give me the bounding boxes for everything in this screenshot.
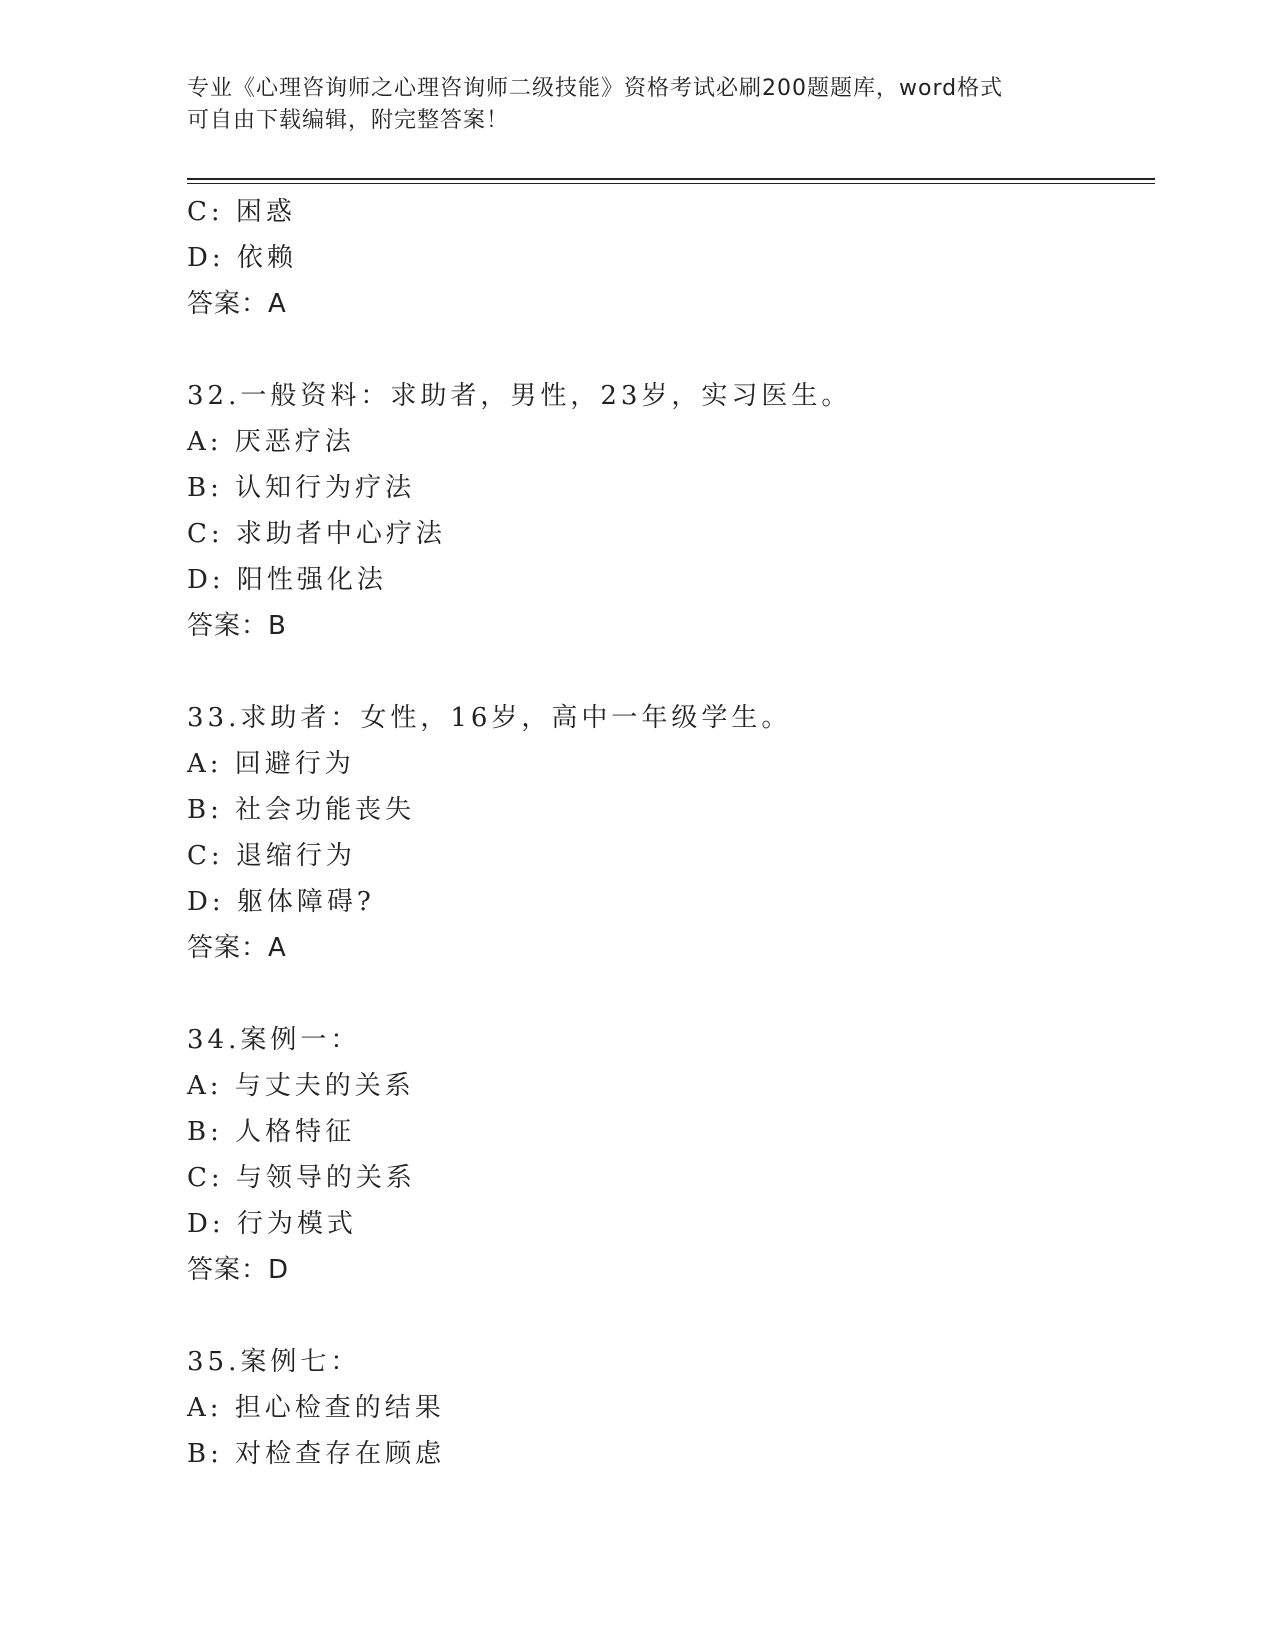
- question-stem: 34.案例一：: [187, 1025, 361, 1055]
- header-divider-thick: [187, 178, 1155, 180]
- answer-line: 答案：A: [187, 289, 287, 319]
- header-line-2: 可自由下载编辑，附完整答案！: [187, 108, 510, 133]
- question-list: [187, 189, 1155, 1477]
- document-header: [187, 73, 1077, 137]
- spacer: [187, 1293, 1155, 1339]
- spacer: [187, 971, 1155, 1017]
- header-divider-thin: [187, 183, 1155, 184]
- option-b: B: 人格特征: [187, 1117, 356, 1147]
- spacer: [187, 649, 1155, 695]
- answer-line: 答案：D: [187, 1255, 290, 1285]
- option-a: A: 回避行为: [187, 749, 355, 779]
- option-a: A: 担心检查的结果: [187, 1393, 445, 1423]
- question-stem: 32.一般资料：求助者，男性，23岁，实习医生。: [187, 381, 852, 411]
- header-line-1: 专业《心理咨询师之心理咨询师二级技能》资格考试必刷200题题库，word格式: [187, 76, 1004, 101]
- option-d: D: 躯体障碍?: [187, 887, 375, 917]
- option-c: C: 退缩行为: [187, 841, 356, 871]
- option-d: D: 依赖: [187, 243, 297, 273]
- option-b: B: 社会功能丧失: [187, 795, 416, 825]
- option-a: A: 与丈夫的关系: [187, 1071, 415, 1101]
- question-stem: 35.案例七：: [187, 1347, 361, 1377]
- option-c: C: 困惑: [187, 197, 296, 227]
- question-stem: 33.求助者：女性，16岁，高中一年级学生。: [187, 703, 792, 733]
- option-b: B: 认知行为疗法: [187, 473, 416, 503]
- answer-line: 答案：B: [187, 611, 287, 641]
- option-d: D: 行为模式: [187, 1209, 357, 1239]
- option-b: B: 对检查存在顾虑: [187, 1439, 446, 1469]
- option-d: D: 阳性强化法: [187, 565, 387, 595]
- answer-line: 答案：A: [187, 933, 287, 963]
- option-c: C: 与领导的关系: [187, 1163, 416, 1193]
- spacer: [187, 327, 1155, 373]
- option-c: C: 求助者中心疗法: [187, 519, 446, 549]
- option-a: A: 厌恶疗法: [187, 427, 355, 457]
